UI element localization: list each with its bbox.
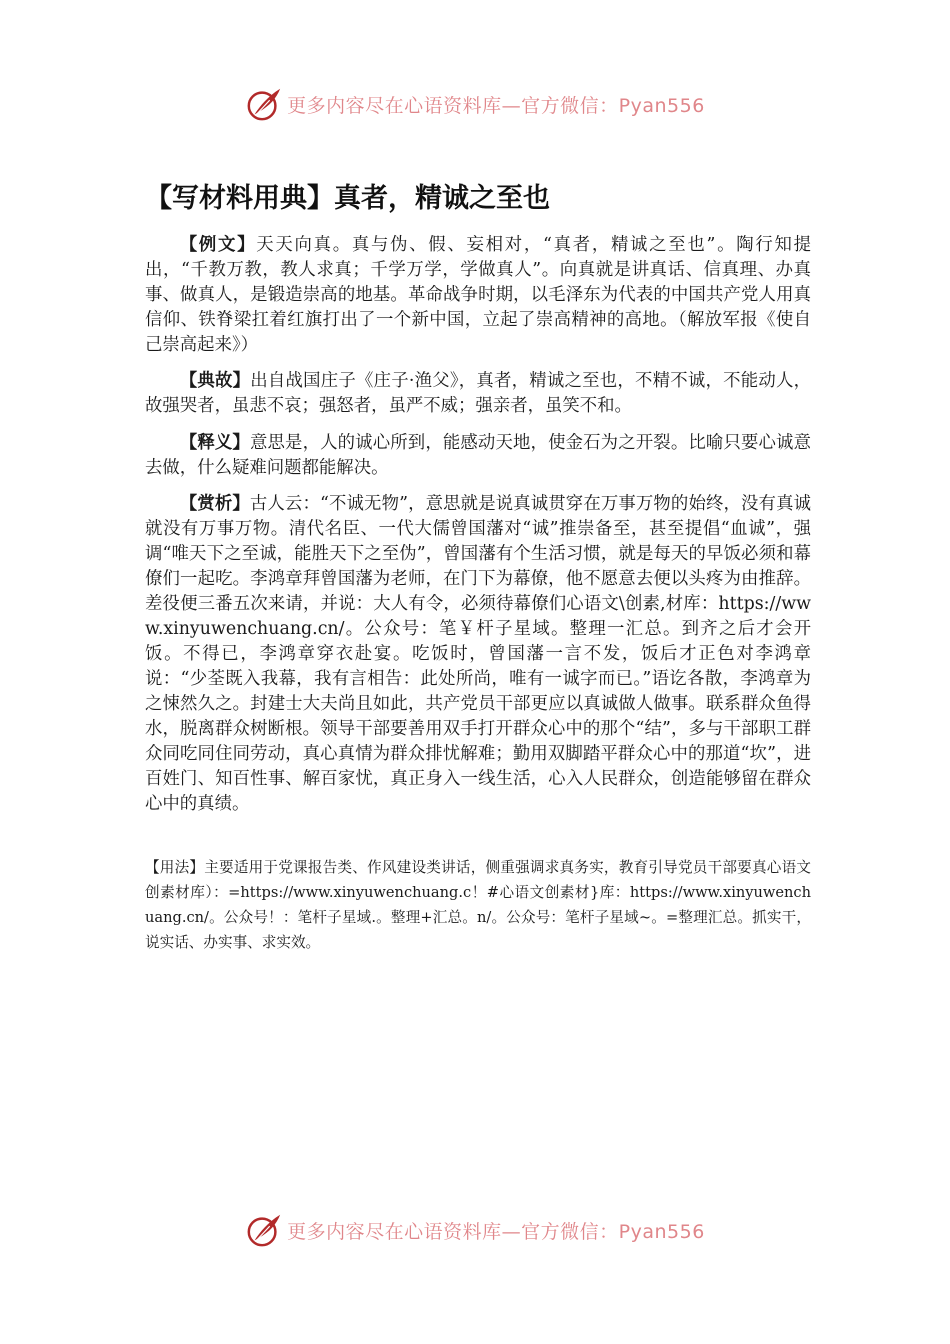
quill-pen-logo-icon	[245, 1211, 283, 1249]
banner-text: 更多内容尽在心语资料库—官方微信：Pyan556	[287, 1220, 705, 1243]
quill-pen-logo-icon	[245, 85, 283, 123]
section-label: 【例文】	[179, 235, 257, 255]
section-label: 【赏析】	[179, 494, 250, 514]
wechat-id: Pyan556	[618, 94, 705, 117]
section-label: 【释义】	[179, 433, 250, 453]
wechat-id: Pyan556	[618, 1220, 705, 1243]
section-text: 天天向真。真与伪、假、妄相对，“真者，精诚之至也”。陶行知提出，“千教万教，教人求真；千学万学，学做真人”。向真就是讲真话、信真理、办真事、做真人，是锻造崇高的地基。革命战争时期，以毛泽东为代表的中国共产党人用真信仰、铁脊梁扛着红旗打出了一个新中国，立起了崇高精神的高地。（解放军报《使自己崇高起来》）	[145, 235, 811, 355]
footer-banner	[0, 1208, 950, 1252]
header-banner	[0, 82, 950, 126]
section-example	[145, 233, 811, 358]
section-appreciation	[145, 492, 811, 817]
usage-label: 【用法】	[145, 859, 205, 876]
usage-text: 主要适用于党课报告类、作风建设类讲话，侧重强调求真务实，教育引导党员干部要真心语文创素材库）：=https://www.xinyuwenchuang.c！#心语文创素材}库：https://www.xinyuwenchuang.cn/。公众号！：笔杆子星域.。整理+汇总。n/。公众号：笔杆子星域~。=整理汇总。抓实干，说实话、办实事、求实效。	[145, 859, 811, 951]
section-meaning	[145, 431, 811, 481]
section-usage	[145, 855, 811, 955]
section-text: 意思是，人的诚心所到，能感动天地，使金石为之开裂。比喻只要心诚意去做，什么疑难问题都能解决。	[145, 433, 811, 478]
section-text: 古人云：“不诚无物”，意思就是说真诚贯穿在万事万物的始终，没有真诚就没有万事万物。清代名臣、一代大儒曾国藩对“诚”推崇备至，甚至提倡“血诚”，强调“唯天下之至诚，能胜天下之至伪”，曾国藩有个生活习惯，就是每天的早饭必须和幕僚们一起吃。李鸿章拜曾国藩为老师，在门下为幕僚，他不愿意去便以头疼为由推辞。差役便三番五次来请，并说：大人有令，必须待幕僚们心语文\创素,材库：https://www.xinyuwenchuang.cn/。公众号：笔￥杆子星域。整理一汇总。到齐之后才会开饭。不得已，李鸿章穿衣赴宴。吃饭时，曾国藩一言不发，饭后才正色对李鸿章说：“少荃既入我幕，我有言相告：此处所尚，唯有一诚字而已。”语讫各散，李鸿章为之悚然久之。封建士大夫尚且如此，共产党员干部更应以真诚做人做事。联系群众鱼得水，脱离群众树断根。领导干部要善用双手打开群众心中的那个“结”，多与干部职工群众同吃同住同劳动，真心真情为群众排忧解难；勤用双脚踏平群众心中的那道“坎”，进百姓门、知百性事、解百家忧，真正身入一线生活，心入人民群众，创造能够留在群众心中的真绩。	[145, 494, 811, 814]
section-label: 【典故】	[179, 371, 251, 391]
section-allusion	[145, 369, 811, 419]
page-title: 【写材料用典】真者，精诚之至也	[145, 183, 550, 214]
banner-text: 更多内容尽在心语资料库—官方微信：Pyan556	[287, 94, 705, 117]
section-text: 出自战国庄子《庄子·渔父》，真者，精诚之至也，不精不诚，不能动人，故强哭者，虽悲不哀；强怒者，虽严不威；强亲者，虽笑不和。	[145, 371, 811, 416]
